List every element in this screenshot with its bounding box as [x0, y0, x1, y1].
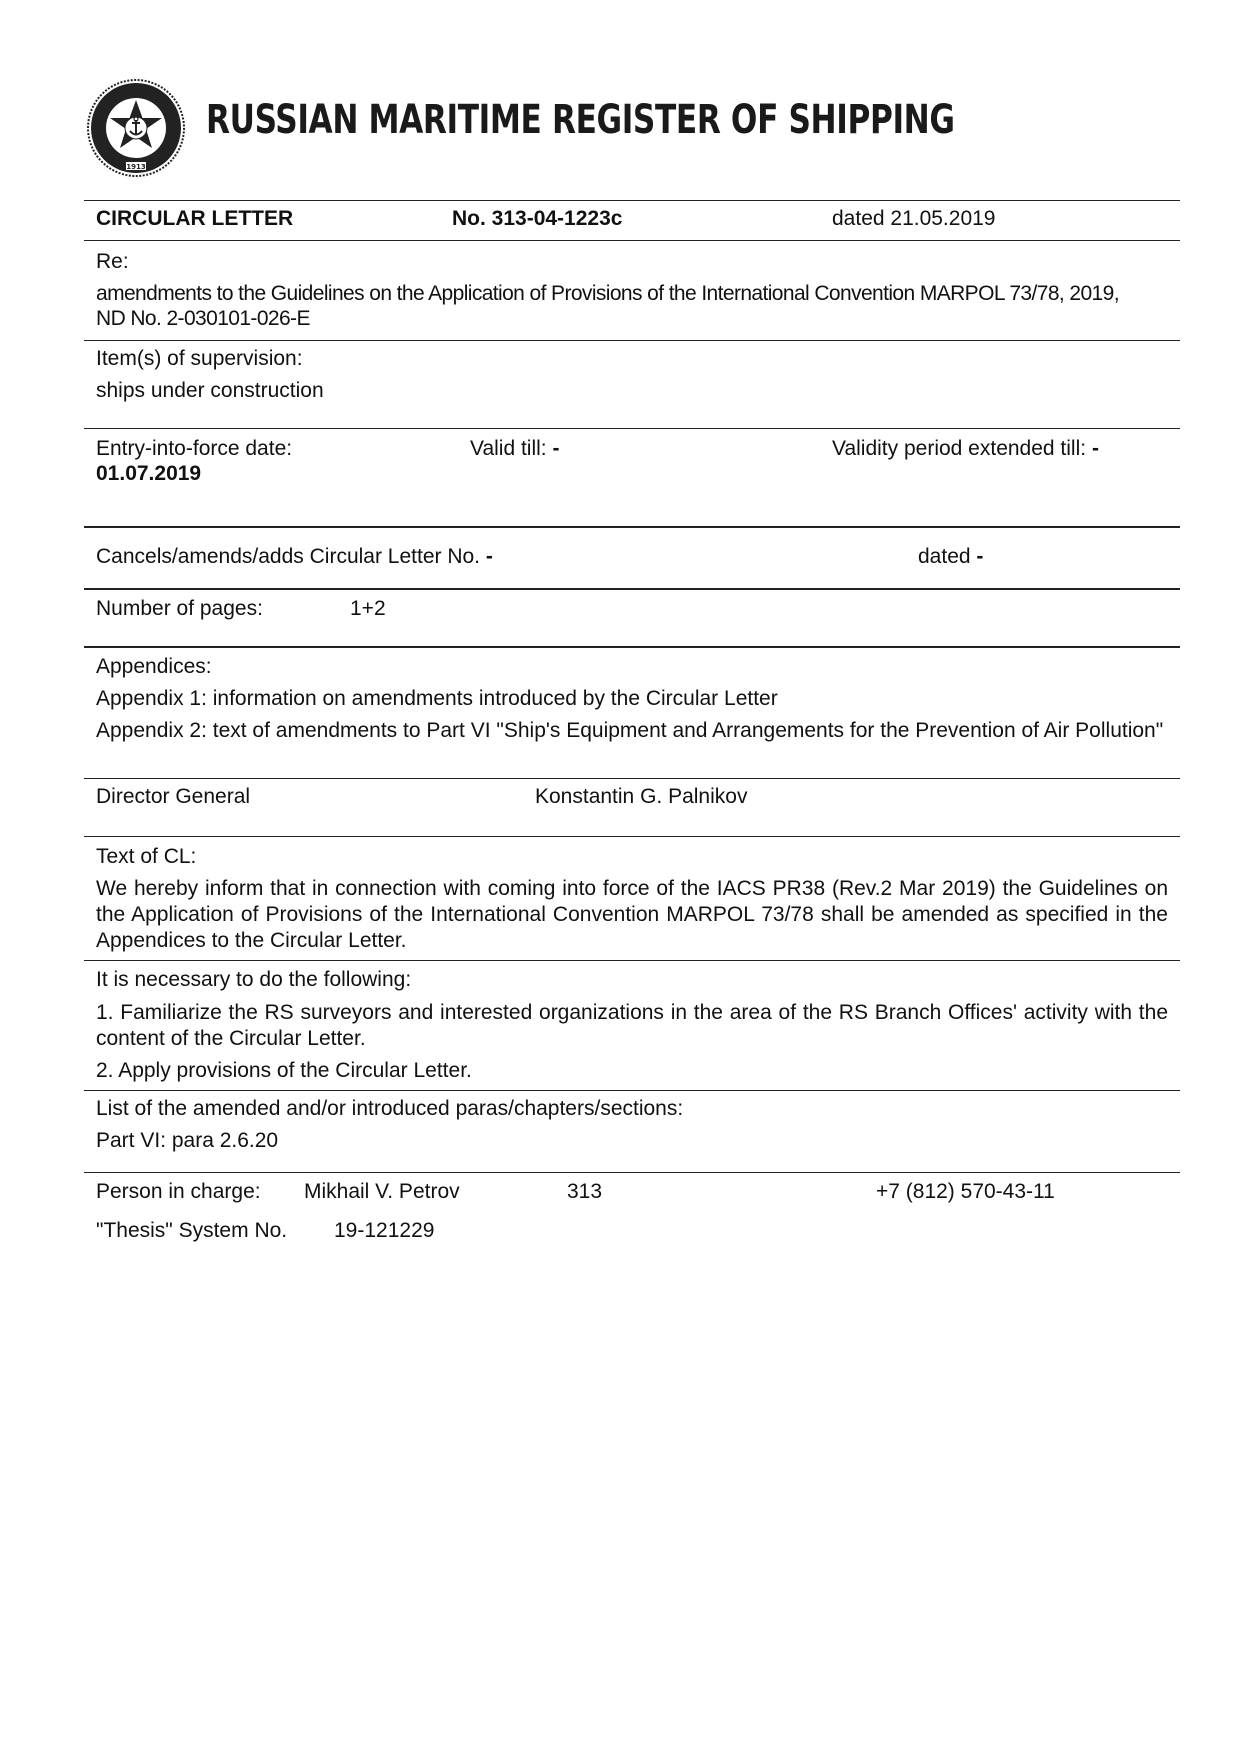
organization-title: RUSSIAN MARITIME REGISTER OF SHIPPING	[206, 97, 955, 143]
valid-till	[470, 436, 559, 462]
department-number: 313	[567, 1180, 603, 1203]
entry-into-force-label: Entry-into-force date:	[96, 437, 293, 460]
action-item: 2. Apply provisions of the Circular Letter.	[96, 1059, 472, 1082]
divider	[84, 1090, 1180, 1091]
validity-extended-value: -	[1091, 437, 1099, 460]
divider	[84, 778, 1180, 779]
cancels-dated-label: dated	[918, 545, 971, 568]
thesis-number: 19-121229	[334, 1219, 435, 1242]
actions-label: It is necessary to do the following:	[96, 968, 412, 991]
cancels-amends	[96, 544, 493, 570]
letter-number: No. 313-04-1223c	[452, 207, 623, 230]
divider	[84, 646, 1180, 648]
divider	[84, 428, 1180, 429]
re-label: Re:	[96, 250, 129, 273]
phone-number: +7 (812) 570-43-11	[876, 1180, 1055, 1203]
cancels-dated	[918, 544, 983, 570]
entry-into-force-value: 01.07.2019	[96, 462, 202, 485]
text-of-cl-label: Text of CL:	[96, 845, 197, 868]
re-text-line2: ND No. 2-030101-026-E	[96, 307, 310, 330]
divider	[84, 1172, 1180, 1173]
signatory-title: Director General	[96, 785, 251, 808]
logo-year: 1913	[126, 163, 146, 171]
divider	[84, 200, 1180, 201]
cancels-value: -	[485, 545, 493, 568]
divider	[84, 960, 1180, 961]
action-item: 1. Familiarize the RS surveyors and interested organizations in the area of the RS Branch Offices' activity with the content of the Circular Letter.	[96, 1001, 1168, 1050]
validity-extended	[832, 436, 1099, 462]
appendices-label: Appendices:	[96, 655, 212, 678]
amended-list-label: List of the amended and/or introduced paras/chapters/sections:	[96, 1097, 684, 1120]
divider	[84, 588, 1180, 590]
person-in-charge-name: Mikhail V. Petrov	[304, 1180, 460, 1203]
cancels-dated-value: -	[976, 545, 984, 568]
divider	[84, 240, 1180, 241]
supervision-label: Item(s) of supervision:	[96, 347, 303, 370]
amended-list-value: Part VI: para 2.6.20	[96, 1129, 279, 1152]
appendix-item: Appendix 2: text of amendments to Part VI "Ship's Equipment and Arrangements for the Prevention of Air Pollution"	[96, 719, 1164, 742]
supervision-value: ships under construction	[96, 379, 324, 402]
divider	[84, 526, 1180, 528]
pages-value: 1+2	[350, 597, 386, 620]
valid-till-label: Valid till:	[470, 437, 547, 460]
signatory-name: Konstantin G. Palnikov	[535, 785, 748, 808]
divider	[84, 836, 1180, 837]
rs-emblem-icon	[86, 78, 186, 178]
cancels-label: Cancels/amends/adds Circular Letter No.	[96, 545, 481, 568]
re-text-line1: amendments to the Guidelines on the Application of Provisions of the International Convention MARPOL 73/78, 2019,	[96, 282, 1119, 305]
thesis-label: "Thesis" System No.	[96, 1219, 288, 1242]
text-of-cl-body: We hereby inform that in connection with coming into force of the IACS PR38 (Rev.2 Mar 2019) the Guidelines on the Application of Provisions of the International Convention MARPOL 73/78 shall be amended as specified in the Appendices to the Circular Letter.	[96, 877, 1168, 952]
valid-till-value: -	[552, 437, 560, 460]
appendix-item: Appendix 1: information on amendments introduced by the Circular Letter	[96, 687, 778, 710]
pages-label: Number of pages:	[96, 597, 263, 620]
letter-type-label: CIRCULAR LETTER	[96, 207, 294, 230]
divider	[84, 340, 1180, 341]
validity-extended-label: Validity period extended till:	[832, 437, 1087, 460]
person-in-charge-label: Person in charge:	[96, 1180, 261, 1203]
letter-date: dated 21.05.2019	[832, 207, 996, 230]
